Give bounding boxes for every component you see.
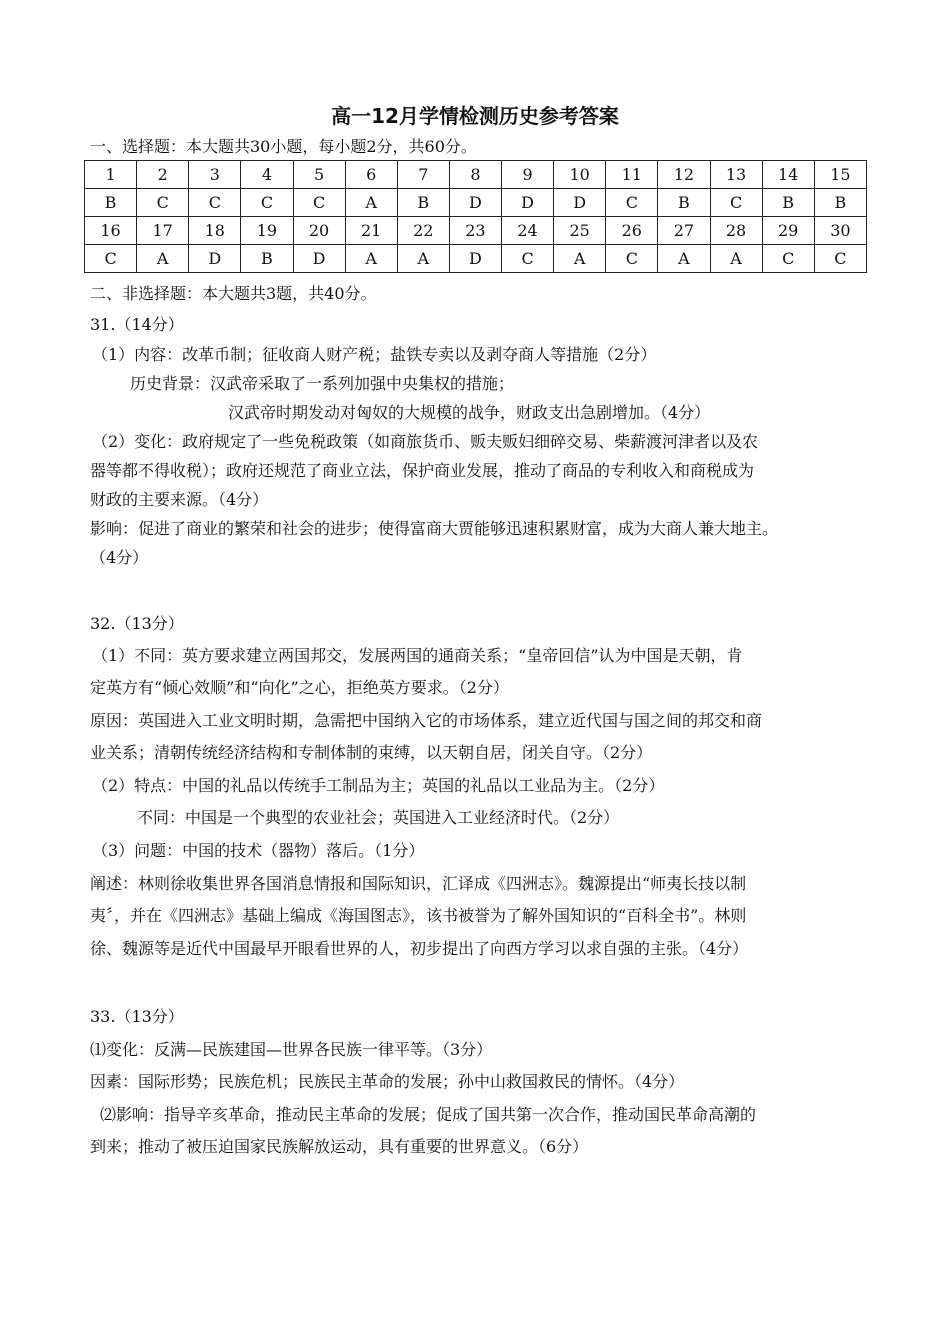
answer-cell: D — [502, 189, 554, 217]
answer-cell: D — [449, 245, 501, 273]
q33-line: ⑴变化：反满—民族建国—世界各民族一律平等。（3分） — [90, 1040, 493, 1059]
answer-cell: A — [345, 189, 397, 217]
answer-row — [85, 189, 867, 217]
answer-cell: C — [189, 189, 241, 217]
question-number-cell: 13 — [710, 161, 762, 189]
q32-line: 阐述：林则徐收集世界各国消息情报和国际知识，汇译成《四洲志》。魏源提出“师夷长技以制 — [90, 874, 747, 893]
answer-cell: B — [241, 245, 293, 273]
question-number-cell: 12 — [658, 161, 710, 189]
question-number-cell: 3 — [189, 161, 241, 189]
q32-line: 业关系；清朝传统经济结构和专制体制的束缚，以天朝自居，闭关自守。（2分） — [90, 743, 653, 762]
question-number-cell: 9 — [502, 161, 554, 189]
question-number-cell: 16 — [85, 217, 137, 245]
page-title: 高一12月学情检测历史参考答案 — [331, 104, 619, 128]
answer-cell: D — [293, 245, 345, 273]
question-number-cell: 30 — [814, 217, 866, 245]
question-number-cell: 25 — [554, 217, 606, 245]
q32-line: （2）特点：中国的礼品以传统手工制品为主；英国的礼品以工业品为主。（2分） — [92, 776, 665, 795]
answer-row — [85, 245, 867, 273]
q31-line: 汉武帝时期发动对匈奴的大规模的战争，财政支出急剧增加。（4分） — [228, 403, 711, 422]
q32-heading: 32.（13分） — [90, 614, 184, 633]
answer-cell: B — [814, 189, 866, 217]
question-number-cell: 18 — [189, 217, 241, 245]
question-number-row — [85, 161, 867, 189]
question-number-cell: 28 — [710, 217, 762, 245]
question-number-row — [85, 217, 867, 245]
question-number-cell: 19 — [241, 217, 293, 245]
question-number-cell: 23 — [449, 217, 501, 245]
question-number-cell: 10 — [554, 161, 606, 189]
question-number-cell: 29 — [762, 217, 814, 245]
answer-cell: C — [293, 189, 345, 217]
answer-cell: C — [137, 189, 189, 217]
q32-line: （3）问题：中国的技术（器物）落后。（1分） — [92, 841, 425, 860]
q31-line: 影响：促进了商业的繁荣和社会的进步；使得富商大贾能够迅速积累财富，成为大商人兼大地主。 — [90, 519, 779, 538]
question-number-cell: 1 — [85, 161, 137, 189]
answer-cell: A — [554, 245, 606, 273]
answer-cell: A — [658, 245, 710, 273]
question-number-cell: 21 — [345, 217, 397, 245]
answer-cell: C — [710, 189, 762, 217]
q32-line: 徐、魏源等是近代中国最早开眼看世界的人，初步提出了向西方学习以求自强的主张。（4分） — [90, 939, 749, 958]
answer-cell: D — [554, 189, 606, 217]
question-number-cell: 14 — [762, 161, 814, 189]
answer-cell: C — [606, 245, 658, 273]
answer-cell: C — [606, 189, 658, 217]
q33-line: 到来；推动了被压迫国家民族解放运动，具有重要的世界意义。（6分） — [90, 1137, 589, 1156]
answer-cell: B — [85, 189, 137, 217]
q32-line: （1）不同：英方要求建立两国邦交，发展两国的通商关系；“皇帝回信”认为中国是天朝，肯 — [92, 646, 743, 665]
question-number-cell: 7 — [397, 161, 449, 189]
q32-line: 夷〞，并在《四洲志》基础上编成《海国图志》，该书被誉为了解外国知识的“百科全书”。林则 — [90, 906, 747, 925]
answer-cell: A — [137, 245, 189, 273]
q31-line: （2）变化：政府规定了一些免税政策（如商旅货币、贩夫贩妇细碎交易、柴薪渡河津者以及农 — [92, 432, 759, 451]
answer-cell: B — [762, 189, 814, 217]
answer-table — [84, 160, 867, 273]
question-number-cell: 6 — [345, 161, 397, 189]
answer-cell: C — [814, 245, 866, 273]
question-number-cell: 15 — [814, 161, 866, 189]
question-number-cell: 8 — [449, 161, 501, 189]
answer-cell: A — [345, 245, 397, 273]
q31-line: 器等都不得收税）；政府还规范了商业立法，保护商业发展，推动了商品的专利收入和商税成为 — [90, 461, 755, 480]
answer-cell: A — [710, 245, 762, 273]
q33-heading: 33.（13分） — [90, 1007, 184, 1026]
answer-cell: D — [189, 245, 241, 273]
question-number-cell: 4 — [241, 161, 293, 189]
q31-line: 历史背景：汉武帝采取了一系列加强中央集权的措施； — [130, 374, 515, 393]
q31-heading: 31.（14分） — [90, 315, 184, 334]
q32-line: 不同：中国是一个典型的农业社会；英国进入工业经济时代。（2分） — [137, 808, 620, 827]
answer-cell: C — [502, 245, 554, 273]
section-2-heading: 二、非选择题：本大题共3题，共40分。 — [90, 284, 377, 303]
section-1-heading: 一、选择题：本大题共30小题，每小题2分，共60分。 — [90, 137, 477, 156]
q31-line: （1）内容：改革币制；征收商人财产税；盐铁专卖以及剥夺商人等措施（2分） — [92, 345, 657, 364]
question-number-cell: 17 — [137, 217, 189, 245]
question-number-cell: 26 — [606, 217, 658, 245]
answer-cell: B — [397, 189, 449, 217]
question-number-cell: 24 — [502, 217, 554, 245]
answer-cell: C — [762, 245, 814, 273]
q32-line: 原因：英国进入工业文明时期，急需把中国纳入它的市场体系，建立近代国与国之间的邦交和商 — [90, 711, 763, 730]
q32-line: 定英方有“倾心效顺”和“向化”之心，拒绝英方要求。（2分） — [90, 678, 509, 697]
question-number-cell: 20 — [293, 217, 345, 245]
q31-line: 财政的主要来源。（4分） — [90, 490, 269, 509]
question-number-cell: 27 — [658, 217, 710, 245]
answer-cell: C — [241, 189, 293, 217]
q33-line: 因素：国际形势；民族危机；民族民主革命的发展；孙中山救国救民的情怀。（4分） — [90, 1072, 685, 1091]
question-number-cell: 5 — [293, 161, 345, 189]
question-number-cell: 22 — [397, 217, 449, 245]
q31-line: （4分） — [90, 548, 149, 567]
question-number-cell: 2 — [137, 161, 189, 189]
answer-cell: C — [85, 245, 137, 273]
q33-line: ⑵影响：指导辛亥革命，推动民主革命的发展；促成了国共第一次合作，推动国民革命高潮的 — [100, 1105, 757, 1124]
question-number-cell: 11 — [606, 161, 658, 189]
answer-cell: A — [397, 245, 449, 273]
answer-cell: D — [449, 189, 501, 217]
answer-cell: B — [658, 189, 710, 217]
